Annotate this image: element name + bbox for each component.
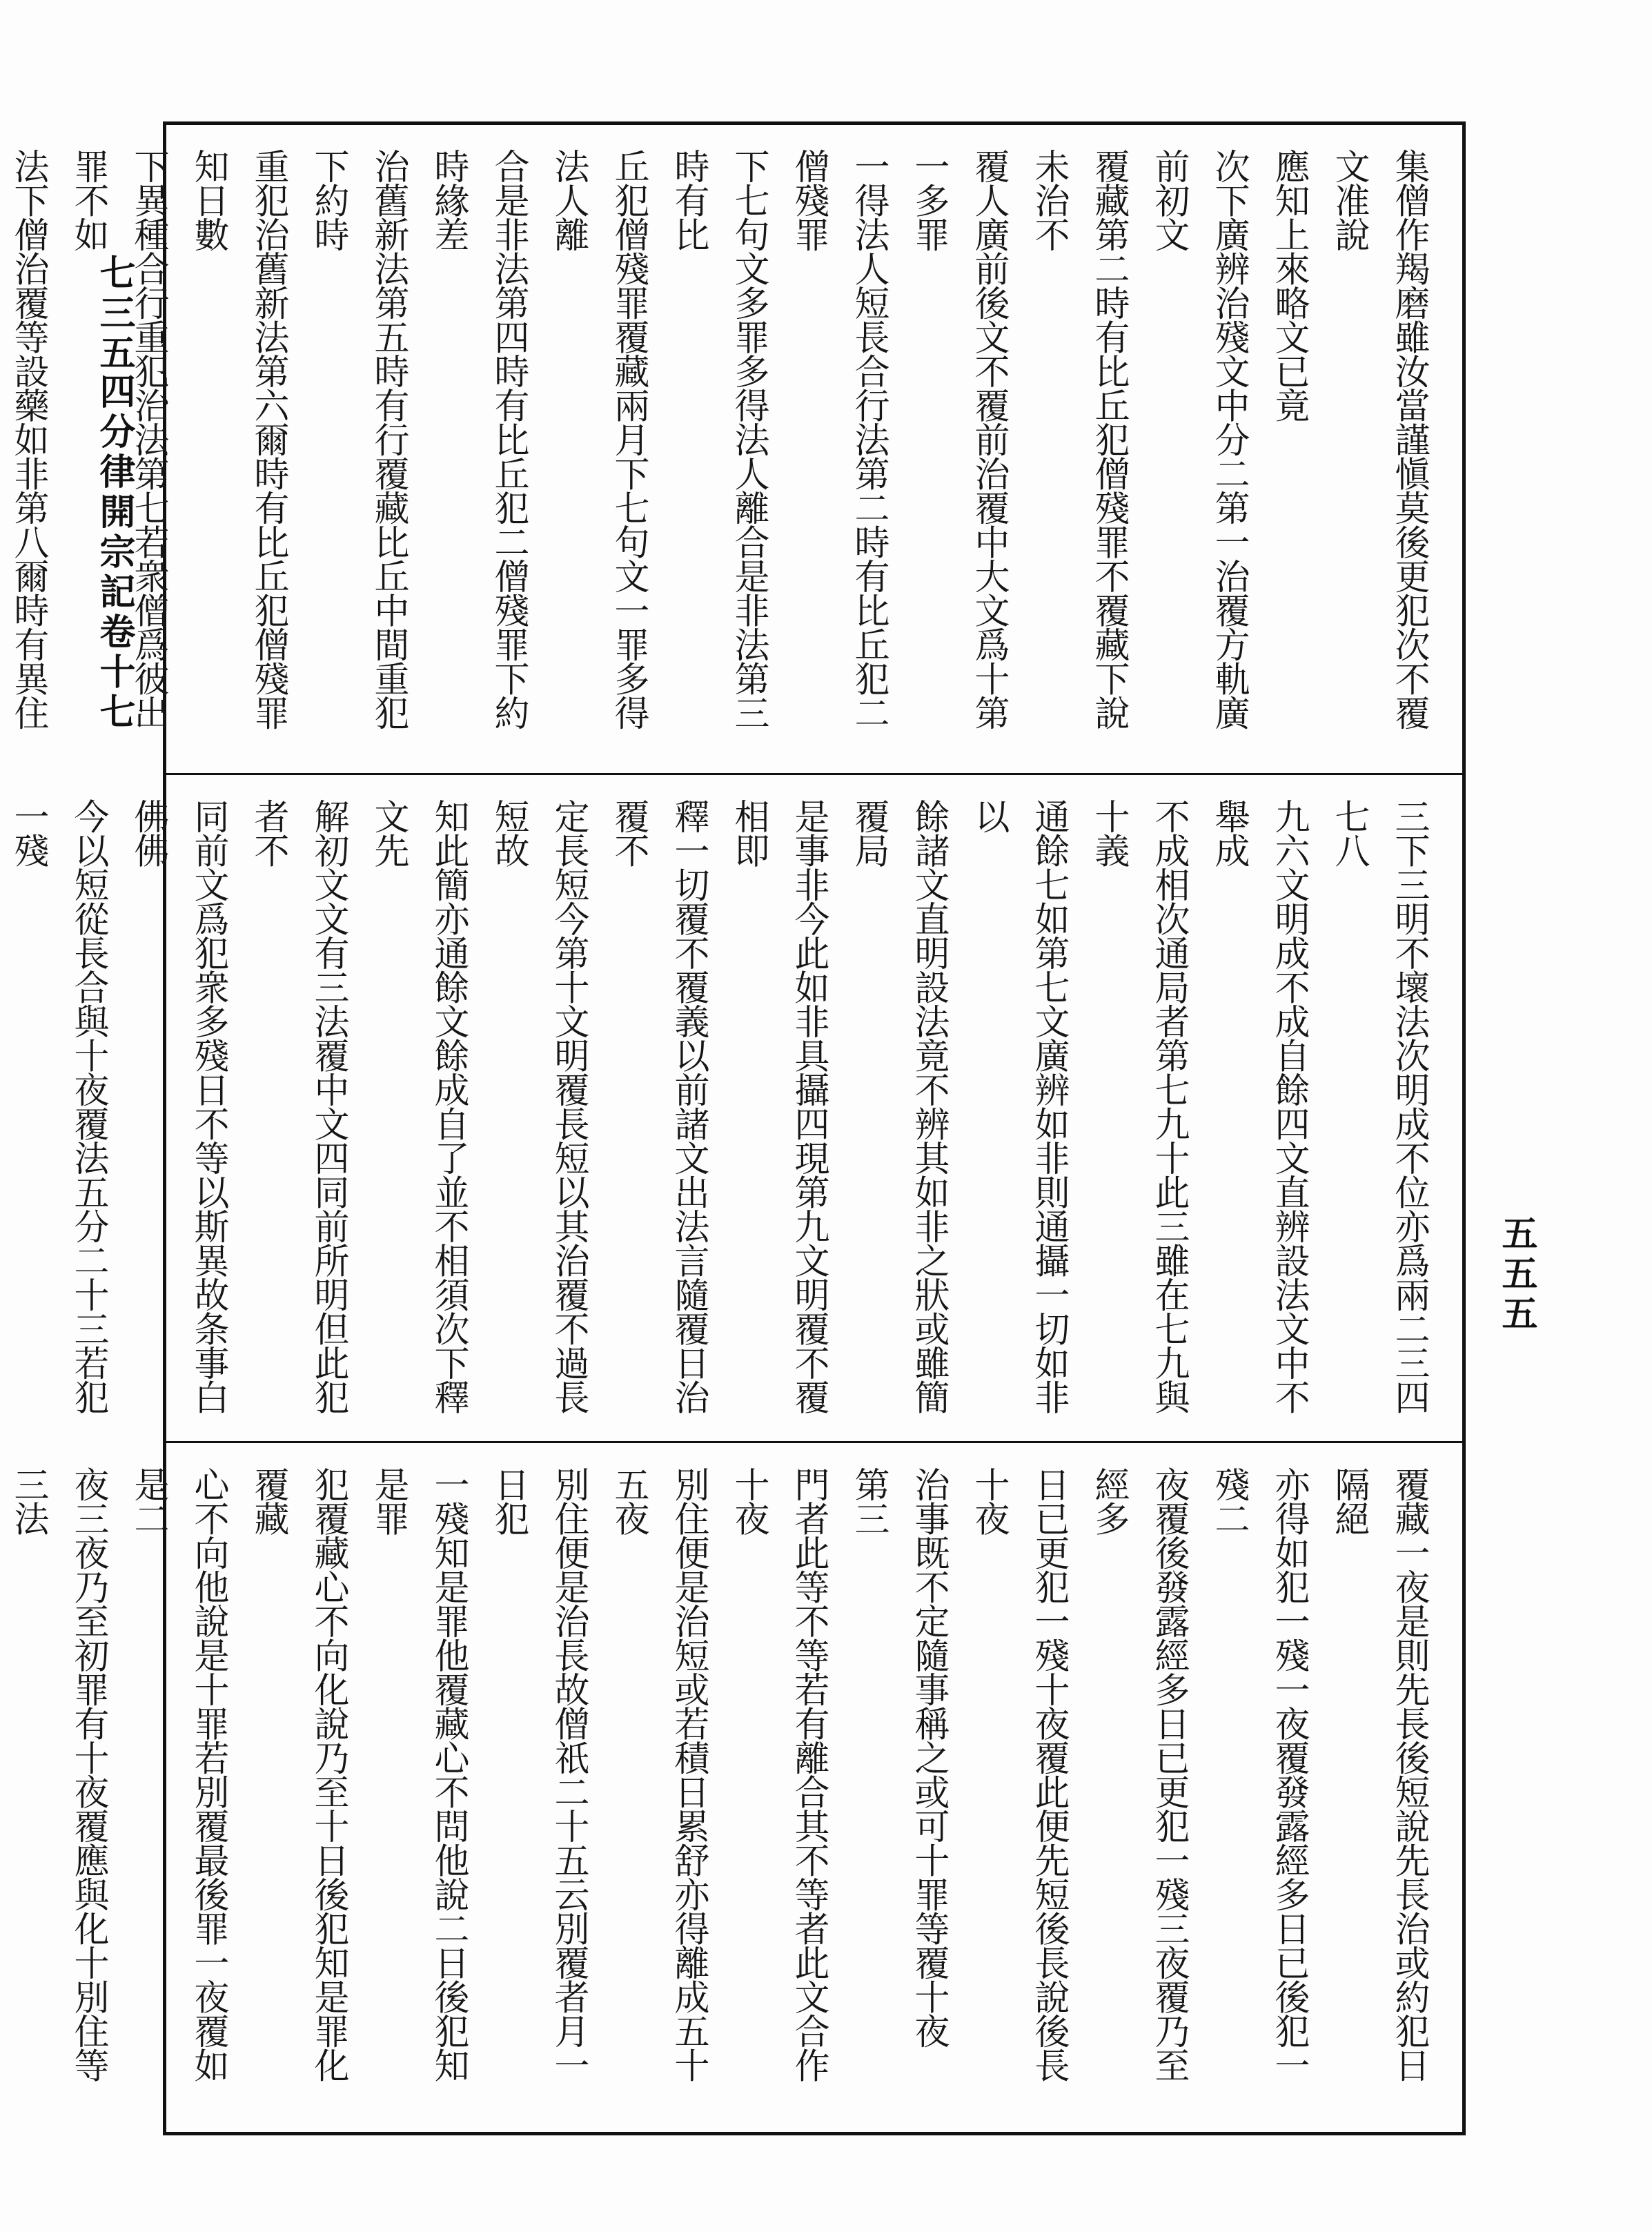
text-line: 九六文明成不成自餘四文直辨設法文中不舉成 [1208,799,1309,1413]
text-line: 覆藏第二時有比丘犯僧殘罪不覆藏下說未治不 [1028,148,1129,730]
text-line: 別住便是治短或若積日累舒亦得離成五十五夜 [608,1467,709,2082]
text-line: 夜三夜乃至初罪有十夜覆應與化十別住等三法 [8,1467,108,2082]
text-line: 下異種合行重犯治法第七若衆僧爲彼出罪不如 [68,148,168,730]
text-line: 是事非今此如非具攝四現第九文明覆不覆相即 [728,799,829,1413]
text-line: 下七句文多罪多得法人離合是非法第三時有比 [668,148,769,730]
text-line: 治舊新法第五時有行覆藏比丘中間重犯下約時 [308,148,409,730]
text-line: 餘諸文直明設法竟不辨其如非之狀或雖簡覆局 [848,799,949,1413]
text-line: 丘犯僧殘罪覆藏兩月下七句文一罪多得法人離 [548,148,649,730]
text-line: 解初文文有三法覆中文四同前所明但此犯者不 [248,799,348,1413]
text-line: 一殘知是罪他覆藏心不問他說二日後犯知是罪 [368,1467,469,2082]
register-text [8,775,1462,1441]
text-line: 釋一切覆不覆義以前諸文出法言隨覆日治覆不 [608,799,709,1413]
text-line: 別住便是治長故僧祇二十五云別覆者月一日犯 [488,1467,589,2082]
text-line: 夜覆後發露經多日已更犯一殘三夜覆乃至經多 [1088,1467,1189,2082]
text-line: 同前文爲犯衆多殘日不等以斯異故条事白佛佛 [128,799,228,1413]
register-bottom [8,1443,1462,2132]
text-line: 法下僧治覆等設藥如非第八爾時有異住 [8,148,48,730]
text-line: 門者此等不等若有離合其不等者此文合作十夜 [728,1467,829,2082]
folio-number: 五五五 [1495,1215,1537,1335]
text-line: 日已更犯一殘十夜覆此便先短後長說後長十夜 [968,1467,1069,2082]
text-line: 合是非法第四時有比丘犯二僧殘罪下約時緣差 [428,148,529,730]
book-title: 四分律開宗記卷十七 [93,373,135,733]
text-line: 心不向他說是十罪若別覆最後罪一夜覆如是二 [128,1467,228,2082]
text-line: 應知上來略文已竟 [1268,148,1309,422]
text-line: 覆藏一夜是則先長後短說先長治或約犯日隔絕 [1328,1467,1429,2082]
text-line: 集僧作羯磨雖汝當謹愼莫後更犯次不覆文准說 [1328,148,1429,730]
register-middle [8,775,1462,1443]
text-line: 一得法人短長合行法第二時有比丘犯二僧殘罪 [788,148,889,730]
text-line: 重犯治舊新法第六爾時有比丘犯僧殘罪知日數 [188,148,288,730]
text-line: 知此簡亦通餘文餘成自了並不相須次下釋文先 [368,799,469,1413]
text-line: 通餘七如第七文廣辨如非則通攝一切如非以 [968,799,1069,1413]
text-line: 不成相次通局者第七九十此三雖在七九與十義 [1088,799,1189,1413]
volume-page-number: 七三五 [93,254,135,374]
text-line: 三下三明不壞法次明成不位亦爲兩二三四七八 [1328,799,1429,1413]
text-line: 今以短從長合與十夜覆法五分二十三若犯一殘 [8,799,108,1413]
text-line: 定長短今第十文明覆長短以其治覆不過長短故 [488,799,589,1413]
text-line: 犯覆藏心不向化說乃至十日後犯知是罪化覆藏 [248,1467,348,2082]
text-line: 次下廣辨治殘文中分二第一治覆方軌廣前初文 [1148,148,1249,730]
text-line: 亦得如犯一殘一夜覆發露經多日已後犯一殘二 [1208,1467,1309,2082]
text-line: 治事既不定隨事稱之或可十罪等覆十夜 第三 [848,1467,949,2082]
register-text [8,1443,1462,2132]
text-line: 覆人廣前後文不覆前治覆中大文爲十第一多罪 [908,148,1009,730]
